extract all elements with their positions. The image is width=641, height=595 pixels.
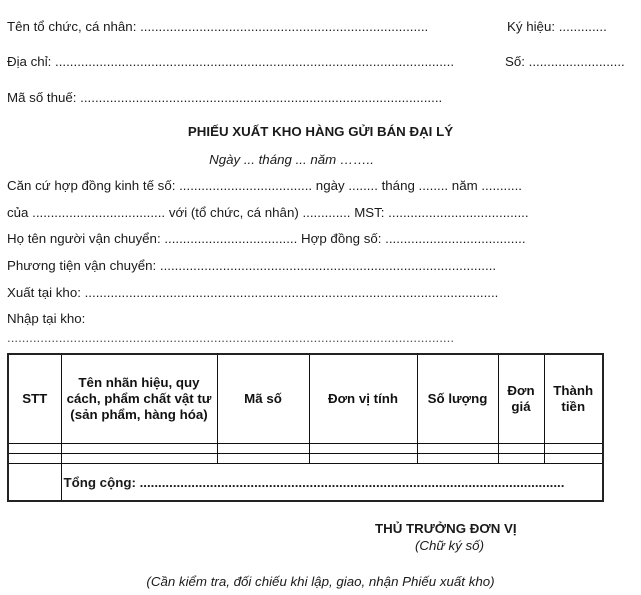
of-with-field: của .................................... với (tổ chức, cá nhân) ............. MST: ...................................... [7, 205, 529, 220]
total-label: Tổng cộng: ................................................................................................................... [61, 464, 603, 502]
cell-quantity[interactable] [417, 454, 498, 464]
tax-code-field: Mã số thuế: .................................................................................................. [7, 90, 443, 105]
number-field: Số: .......................... [505, 54, 625, 69]
table-header-row [8, 354, 603, 444]
footer-note: (Cần kiểm tra, đối chiếu khi lập, giao, nhận Phiếu xuất kho) [146, 574, 495, 589]
cell-unit-price[interactable] [498, 444, 544, 454]
column-header-unit: Đơn vị tính [309, 354, 417, 444]
table-row [8, 454, 603, 464]
cell-product-name[interactable] [61, 454, 217, 464]
import-warehouse-label: Nhập tại kho: [7, 311, 86, 326]
cell-quantity[interactable] [417, 444, 498, 454]
column-header-product-name: Tên nhãn hiệu, quy cách, phẩm chất vật tư (sản phẩm, hàng hóa) [61, 354, 217, 444]
export-warehouse-field: Xuất tại kho: ................................................................................................................ [7, 285, 499, 300]
table-row [8, 444, 603, 454]
cell-amount[interactable] [544, 454, 603, 464]
cell-amount[interactable] [544, 444, 603, 454]
total-row [8, 464, 603, 502]
column-header-quantity: Số lượng [417, 354, 498, 444]
contract-basis-field: Căn cứ hợp đồng kinh tế số: .................................... ngày ........ tháng ........ năm ........... [7, 178, 522, 193]
org-name-field: Tên tổ chức, cá nhân: .............................................................................. [7, 19, 429, 34]
column-header-code: Mã số [217, 354, 309, 444]
cell-stt[interactable] [8, 444, 61, 454]
transport-means-field: Phương tiện vận chuyển: ........................................................................................... [7, 258, 497, 273]
address-field: Địa chỉ: ............................................................................................................ [7, 54, 455, 69]
cell-code[interactable] [217, 444, 309, 454]
column-header-unit-price: Đơn giá [498, 354, 544, 444]
signature-note: (Chữ ký số) [415, 538, 485, 553]
cell-unit[interactable] [309, 444, 417, 454]
cell-product-name[interactable] [61, 444, 217, 454]
carrier-name-field: Họ tên người vận chuyển: .................................... Hợp đồng số: ...................................... [7, 231, 526, 246]
column-header-stt: STT [8, 354, 61, 444]
page-title: PHIẾU XUẤT KHO HÀNG GỬI BÁN ĐẠI LÝ [187, 124, 454, 139]
cell-stt[interactable] [8, 454, 61, 464]
signature-title: THỦ TRƯỞNG ĐƠN VỊ [375, 521, 517, 536]
date-line: Ngày ... tháng ... năm …….. [209, 152, 374, 167]
cell-unit[interactable] [309, 454, 417, 464]
import-warehouse-value: ......................................................................................................................... [7, 330, 455, 345]
total-stt-cell [8, 464, 61, 502]
column-header-amount: Thành tiền [544, 354, 603, 444]
goods-table [7, 353, 604, 502]
symbol-field: Ký hiệu: ............. [507, 19, 607, 34]
cell-unit-price[interactable] [498, 454, 544, 464]
cell-code[interactable] [217, 454, 309, 464]
